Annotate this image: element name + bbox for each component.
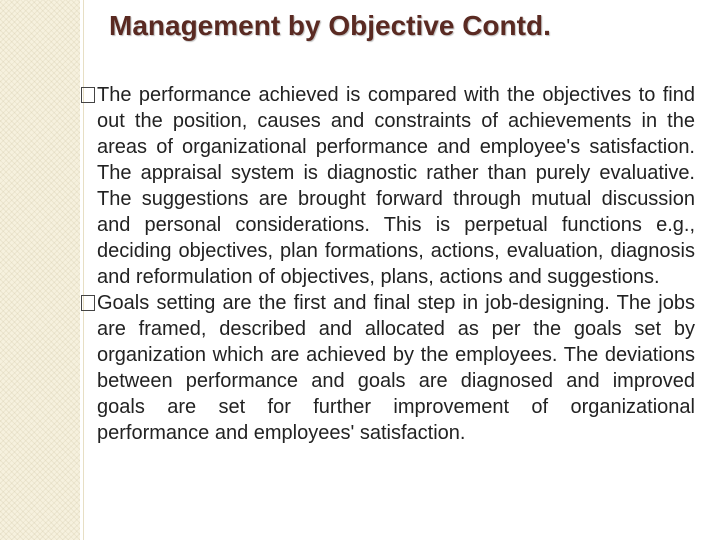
bullet-text-1: The performance achieved is compared with the objectives to find out the position, causes and constraints of achievements in the areas of organizational performance and employee's satisfaction. The appraisal system is diagnostic rather than purely evaluative. The suggestions are brought forward through mutual discussion and personal considerations. This is perpetual functions e.g., deciding objectives, plan formations, actions, evaluation, diagnosis and reformulation of objectives, plans, actions and suggestions. — [97, 84, 695, 288]
slide-content — [79, 82, 695, 446]
square-bullet-icon — [81, 295, 95, 311]
slide-title: Management by Objective Contd. — [109, 10, 551, 41]
square-bullet-icon — [81, 87, 95, 103]
decorative-side-band — [0, 0, 80, 540]
bullet-text-2: Goals setting are the first and final step in job-designing. The jobs are framed, described and allocated as per the goals set by organization which are achieved by the employees. The deviations between performance and goals are diagnosed and improved goals are set for further improvement of organizational performance and employees' satisfaction. — [97, 292, 695, 444]
bullet-item-2 — [79, 290, 695, 446]
bullet-item-1 — [79, 82, 695, 290]
